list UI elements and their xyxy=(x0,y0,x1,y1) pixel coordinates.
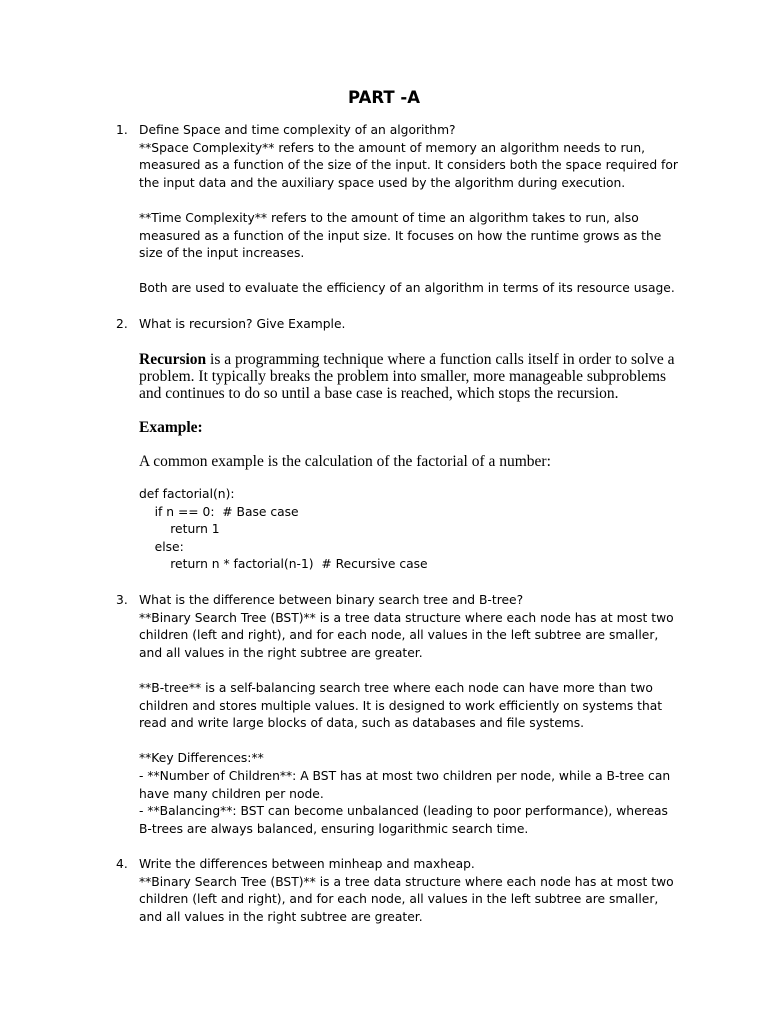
q2-definition xyxy=(139,351,684,403)
q4-number: 4. xyxy=(116,857,128,871)
code-line: def factorial(n): xyxy=(139,487,235,501)
q2-question: What is recursion? Give Example. xyxy=(139,317,346,331)
q3-diff-balancing: - **Balancing**: BST can become unbalanced (leading to poor performance), whereas B-trees are always balanced, ensuring logarithmic search time. xyxy=(139,804,668,836)
q3-btree: **B-tree** is a self-balancing search tree where each node can have more than two children and stores multiple values. It is designed to work efficiently on systems that read and write large blocks of data, such as databases and file systems. xyxy=(139,680,663,731)
q2-definition-text: is a programming technique where a function calls itself in order to solve a problem. It typically breaks the problem into smaller, more manageable subproblems and continues to do so until a base case is reached, which stops the recursion. xyxy=(139,351,675,403)
page-title: PART -A xyxy=(348,88,420,107)
q1-number: 1. xyxy=(116,123,128,137)
code-line: else: xyxy=(139,539,184,554)
q2-code-block xyxy=(139,486,679,574)
q3-bst: **Binary Search Tree (BST)** is a tree data structure where each node has at most two children (left and right), and for each node, all values in the left subtree are smaller, and all values in the right subtree are greater. xyxy=(139,610,674,660)
q2-example-heading-wrap xyxy=(139,419,684,436)
q2-example-heading: Example: xyxy=(139,419,203,436)
q1-space-complexity: **Space Complexity** refers to the amount of memory an algorithm needs to run, measured as a function of the size of the input. It considers both the space required for the input data and the auxiliary space used by the algorithm during execution. xyxy=(139,140,678,190)
code-line: if n == 0: # Base case xyxy=(139,504,299,519)
q2-example-intro: A common example is the calculation of the factorial of a number: xyxy=(139,453,551,470)
q1-time-complexity: **Time Complexity** refers to the amount of time an algorithm takes to run, also measured as a function of the input size. It focuses on how the runtime grows as the size of the input increases. xyxy=(139,210,662,261)
code-line: return 1 xyxy=(139,522,220,537)
q3-question: What is the difference between binary search tree and B-tree? xyxy=(139,593,524,607)
q4-answer: **Binary Search Tree (BST)** is a tree data structure where each node has at most two children (left and right), and for each node, all values in the left subtree are smaller, and all values in the right subtree are greater. xyxy=(139,874,674,924)
code-line: return n * factorial(n-1) # Recursive case xyxy=(139,557,428,572)
q1-summary: Both are used to evaluate the efficiency of an algorithm in terms of its resource usage. xyxy=(139,281,675,296)
q4-block xyxy=(139,856,679,926)
q1-question: Define Space and time complexity of an algorithm? xyxy=(139,123,456,137)
q4-question: Write the differences between minheap and maxheap. xyxy=(139,857,475,871)
q3-block xyxy=(139,592,679,838)
q3-diff-children: - **Number of Children**: A BST has at most two children per node, while a B-tree can have many children per node. xyxy=(139,768,671,801)
q3-key-heading: **Key Differences:** xyxy=(139,751,264,766)
q2-term: Recursion xyxy=(139,351,207,368)
q1-block xyxy=(139,122,679,298)
q2-number: 2. xyxy=(116,317,128,331)
q3-number: 3. xyxy=(116,593,128,607)
